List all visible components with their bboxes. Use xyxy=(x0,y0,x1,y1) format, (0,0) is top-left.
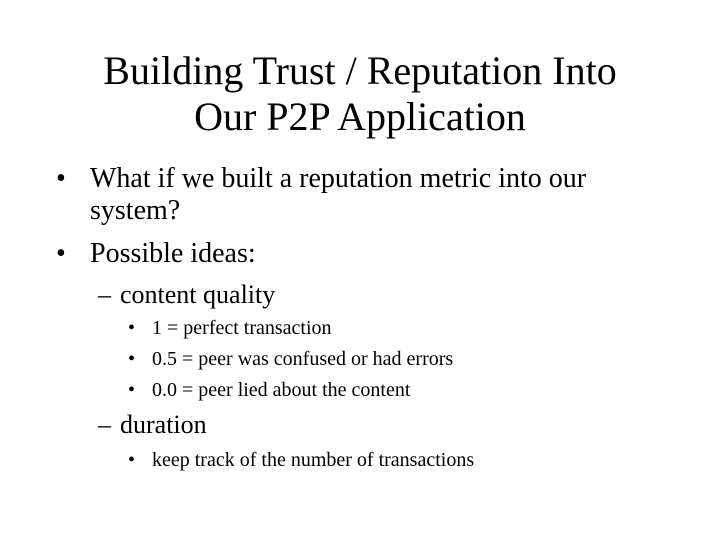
bullet-text: What if we built a reputation metric into our system? xyxy=(90,163,587,226)
sub-sub-item xyxy=(128,448,474,472)
sub-sub-item-text: keep track of the number of transactions xyxy=(152,449,475,471)
bullet-marker: • xyxy=(56,163,66,194)
sub-sub-item xyxy=(128,316,332,340)
sub-sub-item-text: 1 = perfect transaction xyxy=(152,317,332,339)
sub-item-text: duration xyxy=(120,410,207,439)
sub-sub-item xyxy=(128,347,453,371)
sub-sub-item-text: 0.0 = peer lied about the content xyxy=(152,379,411,401)
slide-title-line-1: Building Trust / Reputation Into xyxy=(103,48,617,93)
bullet-possible-ideas xyxy=(56,238,676,270)
bullet-marker: • xyxy=(128,379,136,401)
bullet-reputation-metric xyxy=(56,163,676,227)
bullet-marker: • xyxy=(128,449,136,471)
sub-item-duration xyxy=(98,410,207,440)
sub-item-text: content quality xyxy=(120,280,276,309)
dash-marker: – xyxy=(98,280,111,309)
sub-sub-item xyxy=(128,378,410,402)
slide-title-line-2: Our P2P Application xyxy=(194,94,526,139)
bullet-marker: • xyxy=(56,238,66,269)
bullet-text: Possible ideas: xyxy=(90,238,256,269)
slide-title xyxy=(40,48,680,140)
bullet-marker: • xyxy=(128,317,136,339)
sub-sub-item-text: 0.5 = peer was confused or had errors xyxy=(152,348,454,370)
sub-item-content-quality xyxy=(98,280,275,310)
dash-marker: – xyxy=(98,410,111,439)
bullet-marker: • xyxy=(128,348,136,370)
